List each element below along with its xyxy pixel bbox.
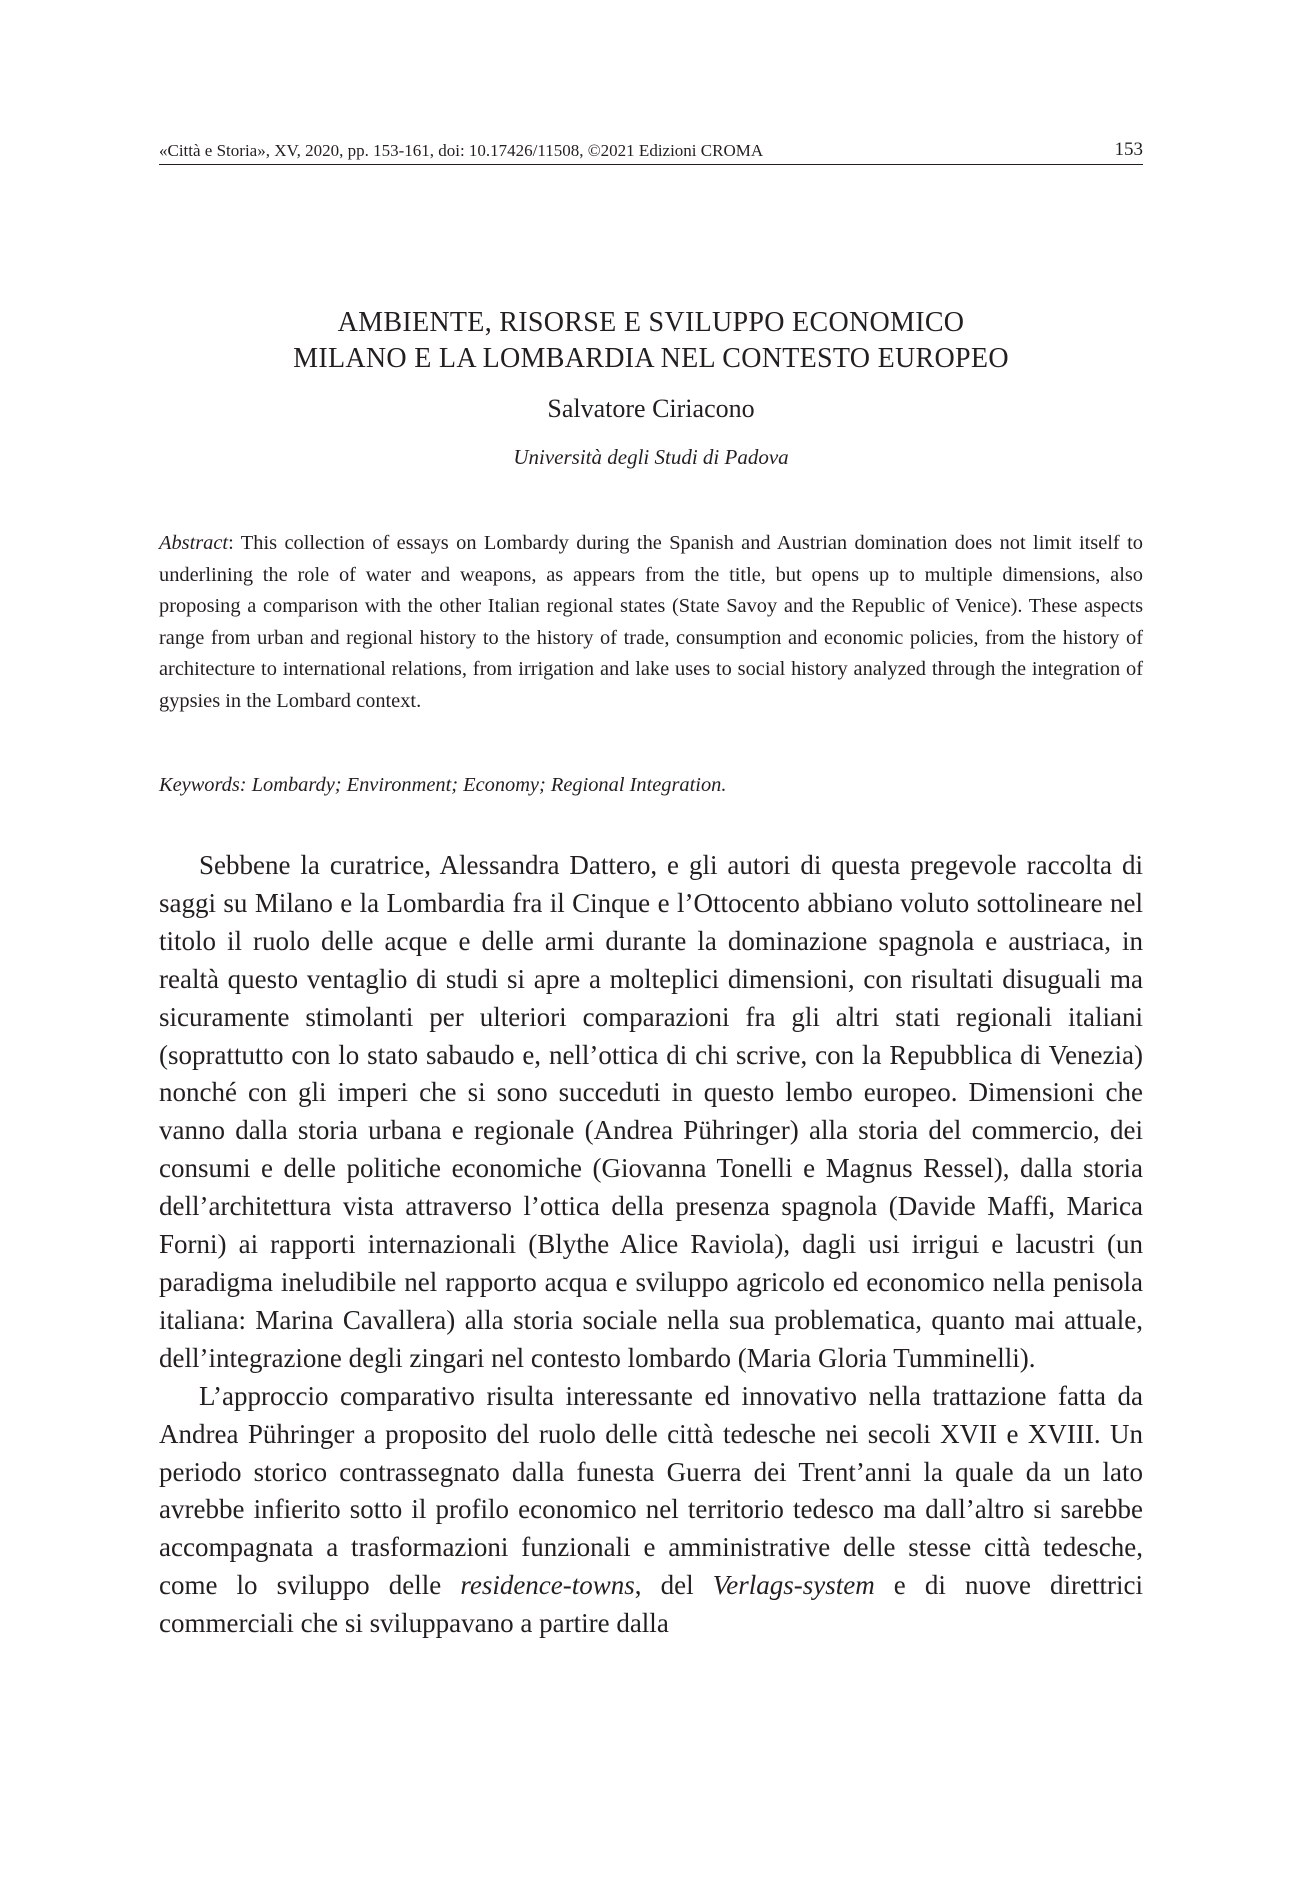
abstract-text: : This collection of essays on Lombardy during the Spanish and Austrian domination does not limit itself to underlining the role of water and weapons, as appears from the title, but opens up to multiple dimensions, also proposing a comparison with the other Italian regional states (State Savoy and the Republic of Venice). These aspects range from urban and regional history to the history of trade, consumption and economic policies, from the history of architecture to international relations, from irrigation and lake uses to social history analyzed through the integration of gypsies in the Lombard context.	[159, 532, 1143, 712]
paragraph-2-part-a: L’approccio comparativo risulta interessante ed innovativo nella trattazione fatta da Andrea Pühringer a proposito del ruolo delle città tedesche nei secoli XVII e XVIII. Un periodo storico contrassegnato dalla funesta Guerra dei Trent’anni la quale da un lato avrebbe infierito sotto il profilo economico nel territorio tedesco ma dall’altro si sarebbe accompagnata a trasformazioni funzionali e amministrative delle stesse città tedesche, come lo sviluppo delle	[159, 1380, 1143, 1601]
header-rule	[159, 164, 1143, 165]
paragraph-2	[159, 1378, 1143, 1643]
running-head	[159, 133, 1143, 161]
page-number: 153	[1114, 139, 1143, 160]
author-affiliation: Università degli Studi di Padova	[513, 445, 789, 469]
paragraph-2-part-c: e di nuove direttrici commerciali che si sviluppavano a partire dalla	[159, 1570, 1143, 1639]
term-verlags-system: Verlags-system	[712, 1570, 875, 1601]
title-line-1: AMBIENTE, RISORSE E SVILUPPO ECONOMICO	[337, 307, 965, 338]
title-line-2: MILANO E LA LOMBARDIA NEL CONTESTO EUROPEO	[293, 343, 1009, 374]
abstract	[159, 528, 1143, 718]
term-residence-towns: residence-towns	[460, 1570, 635, 1601]
paragraph-2-part-b: , del	[634, 1570, 713, 1601]
body-text	[159, 847, 1143, 1643]
abstract-label: Abstract	[159, 532, 229, 554]
paragraph-1: Sebbene la curatrice, Alessandra Dattero, e gli autori di questa pregevole raccolta di saggi su Milano e la Lombardia fra il Cinque e l’Ottocento abbiano voluto sottolineare nel titolo il ruolo delle acque e delle armi durante la dominazione spagnola e austriaca, in realtà questo ventaglio di studi si apre a molteplici dimensioni, con risultati disuguali ma sicuramente stimolanti per ulteriori comparazioni fra gli altri stati regionali italiani (soprattutto con lo stato sabaudo e, nell’ottica di chi scrive, con la Repubblica di Venezia) nonché con gli imperi che si sono succeduti in questo lembo europeo. Dimensioni che vanno dalla storia urbana e regionale (Andrea Pühringer) alla storia del commercio, dei consumi e delle politiche economiche (Giovanna Tonelli e Magnus Ressel), dalla storia dell’architettura vista attraverso l’ottica della presenza spagnola (Davide Maffi, Marica Forni) ai rapporti internazionali (Blythe Alice Raviola), dagli usi irrigui e lacustri (un paradigma ineludibile nel rapporto acqua e sviluppo agricolo ed economico nella penisola italiana: Marina Cavallera) alla storia sociale nella sua problematica, quanto mai attuale, dell’integrazione degli zingari nel contesto lombardo (Maria Gloria Tumminelli).	[159, 850, 1143, 1373]
journal-citation: «Città e Storia», XV, 2020, pp. 153-161, doi: 10.17426/11508, ©2021 Edizioni CROMA	[159, 141, 764, 160]
article-title	[159, 305, 1143, 377]
author-name: Salvatore Ciriacono	[547, 394, 755, 423]
keywords: Keywords: Lombardy; Environment; Economy; Regional Integration.	[159, 774, 727, 796]
